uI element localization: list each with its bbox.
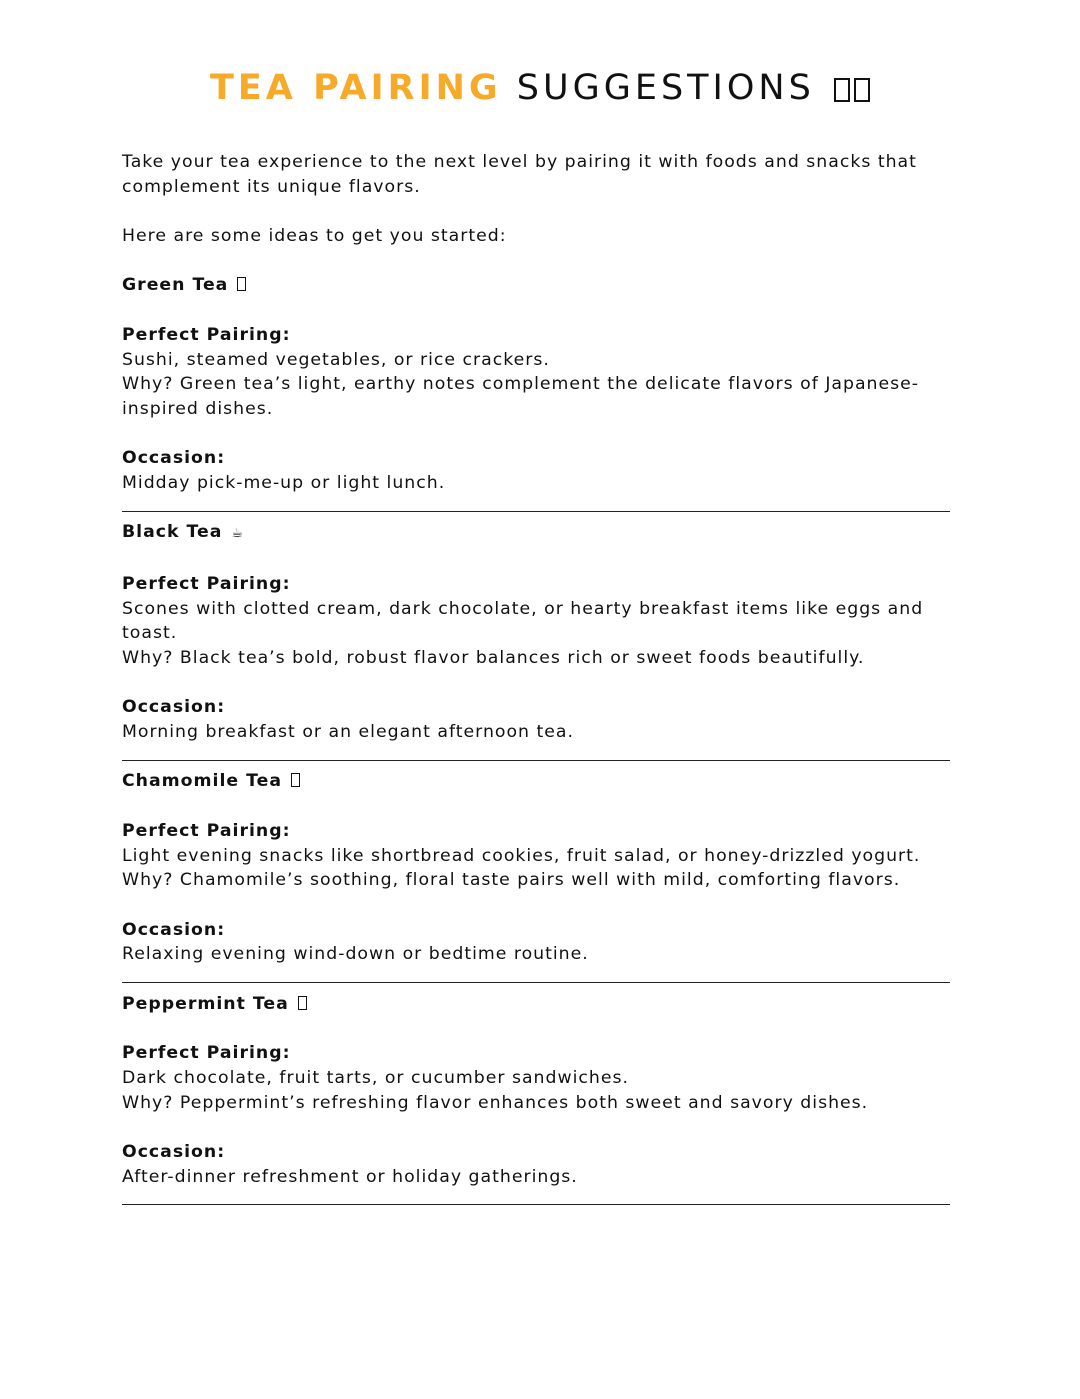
occasion-label: Occasion:	[122, 1141, 226, 1162]
section-chamomile-tea	[122, 769, 962, 991]
title-rest: SUGGESTIONS	[516, 68, 815, 108]
coffee-cup-icon: ☕	[231, 526, 245, 542]
pairing-label: Perfect Pairing:	[122, 820, 291, 841]
box-glyph-icon	[298, 996, 307, 1010]
pairing-line: Why? Peppermint’s refreshing flavor enhances both sweet and savory dishes.	[122, 1092, 869, 1113]
section-heading	[122, 520, 962, 547]
missing-glyph-icon	[834, 78, 850, 102]
section-heading	[122, 992, 962, 1017]
occasion-label: Occasion:	[122, 697, 226, 718]
occasion-text: Morning breakfast or an elegant afternoon tea.	[122, 722, 574, 743]
occasion-text: Midday pick-me-up or light lunch.	[122, 473, 446, 494]
section-divider	[122, 745, 962, 770]
title-accent: TEA PAIRING	[210, 68, 502, 108]
pairing-line: Why? Green tea’s light, earthy notes complement the delicate flavors of Japanese-	[122, 374, 920, 395]
pairing-line: Dark chocolate, fruit tarts, or cucumber sandwiches.	[122, 1067, 629, 1088]
section-divider	[122, 967, 962, 992]
section-heading	[122, 769, 962, 794]
intro-line-1: Take your tea experience to the next level by pairing it with foods and snacks that	[122, 152, 917, 172]
section-black-tea	[122, 520, 962, 769]
section-name: Black Tea	[122, 522, 223, 543]
occasion-label: Occasion:	[122, 448, 226, 469]
box-glyph-icon	[291, 773, 300, 787]
intro-line-2: complement its unique flavors.	[122, 176, 421, 197]
pairing-line: Why? Black tea’s bold, robust flavor balances rich or sweet foods beautifully.	[122, 647, 865, 668]
occasion-label: Occasion:	[122, 919, 226, 940]
section-name: Chamomile Tea	[122, 771, 282, 792]
page-title	[0, 66, 1080, 110]
occasion-text: Relaxing evening wind-down or bedtime routine.	[122, 944, 589, 965]
section-peppermint-tea	[122, 992, 962, 1214]
intro-lead: Here are some ideas to get you started:	[122, 226, 507, 247]
box-glyph-icon	[237, 277, 246, 291]
occasion-text: After-dinner refreshment or holiday gatherings.	[122, 1166, 578, 1187]
pairing-line: Sushi, steamed vegetables, or rice crackers.	[122, 349, 550, 370]
pairing-label: Perfect Pairing:	[122, 573, 291, 594]
pairing-line: Light evening snacks like shortbread cookies, fruit salad, or honey-drizzled yogurt.	[122, 845, 921, 866]
section-divider	[122, 1189, 962, 1214]
pairing-line: inspired dishes.	[122, 398, 274, 419]
section-green-tea	[122, 273, 962, 520]
pairing-line: Why? Chamomile’s soothing, floral taste pairs well with mild, comforting flavors.	[122, 870, 901, 891]
pairing-label: Perfect Pairing:	[122, 324, 291, 345]
document-body	[122, 150, 962, 1214]
pairing-label: Perfect Pairing:	[122, 1043, 291, 1064]
section-heading	[122, 273, 962, 298]
missing-glyph-icon	[854, 78, 870, 102]
pairing-line: Scones with clotted cream, dark chocolate, or hearty breakfast items like eggs and toast.	[122, 598, 924, 644]
section-name: Green Tea	[122, 275, 229, 296]
section-name: Peppermint Tea	[122, 993, 289, 1014]
section-divider	[122, 496, 962, 521]
